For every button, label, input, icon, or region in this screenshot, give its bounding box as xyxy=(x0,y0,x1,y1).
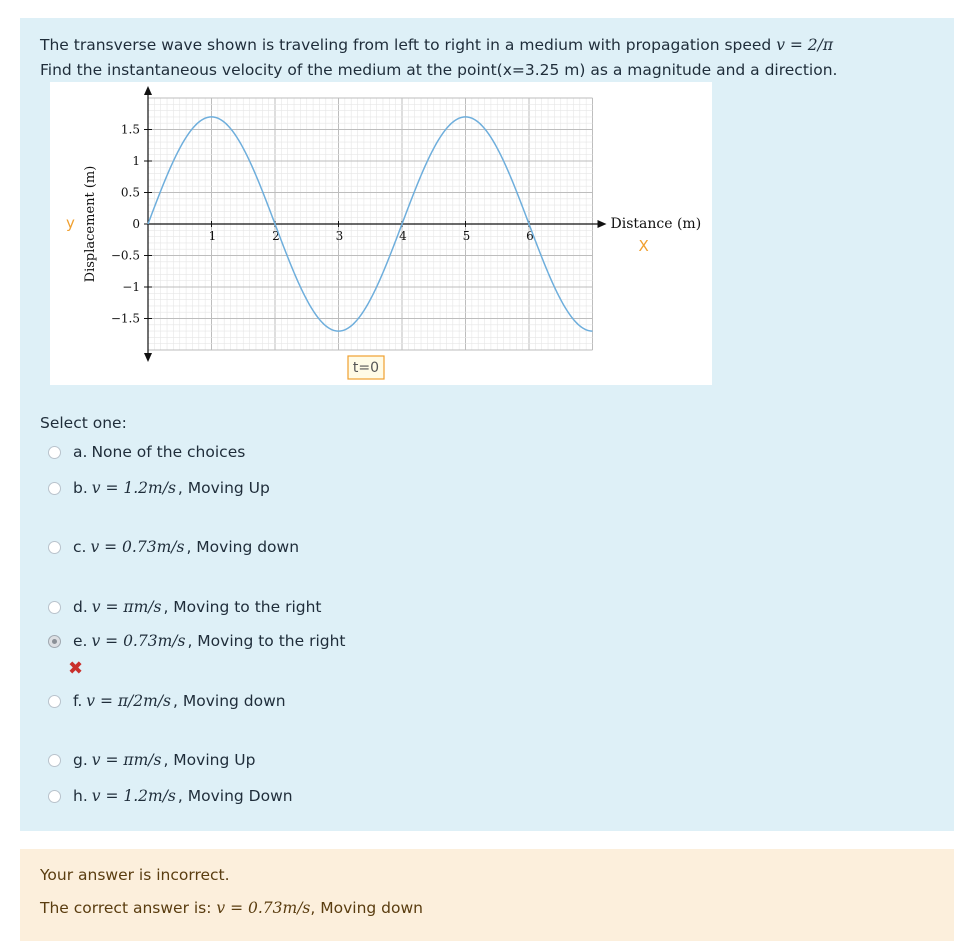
option-text: None of the choices xyxy=(91,443,246,461)
x-axis-letter: X xyxy=(638,237,649,255)
y-axis-arrow-up xyxy=(144,86,152,95)
feedback-result: Your answer is incorrect. xyxy=(40,866,230,884)
question-line-2: Find the instantaneous velocity of the medium at the point(x=3.25 m) as a magnitude and a direction. xyxy=(40,61,838,79)
radio-button[interactable] xyxy=(48,754,61,767)
option-letter: b. xyxy=(73,479,88,497)
radio-button[interactable] xyxy=(48,790,61,803)
correct-answer-math: v = 0.73m/s xyxy=(216,899,311,917)
radio-button[interactable] xyxy=(48,446,61,459)
y-axis-title: Displacement (m) xyxy=(83,165,98,283)
option-letter: e. xyxy=(73,632,88,650)
time-label: t=0 xyxy=(352,360,380,376)
y-tick-label: −1 xyxy=(122,280,140,294)
wave-chart xyxy=(50,82,712,385)
option-f[interactable] xyxy=(48,692,286,710)
option-text: , Moving Down xyxy=(177,787,293,805)
radio-button[interactable] xyxy=(48,695,61,708)
option-letter: a. xyxy=(73,443,88,461)
correct-answer-prefix: The correct answer is: xyxy=(40,899,217,917)
y-tick-label: −0.5 xyxy=(110,248,140,263)
option-text: , Moving Up xyxy=(177,479,270,497)
x-axis-arrow xyxy=(598,220,607,228)
y-tick-label: 0 xyxy=(132,217,140,231)
option-h[interactable] xyxy=(48,787,293,805)
option-b[interactable] xyxy=(48,479,270,497)
option-letter: f. xyxy=(73,692,83,710)
option-letter: c. xyxy=(73,538,87,556)
feedback-box xyxy=(20,849,954,941)
option-math: v = 1.2m/s xyxy=(91,787,176,805)
y-axis-arrow-down xyxy=(144,353,152,362)
y-tick-label: 1.5 xyxy=(120,122,140,137)
option-text: , Moving Up xyxy=(163,751,256,769)
correct-answer-suffix: , Moving down xyxy=(310,899,423,917)
radio-button[interactable] xyxy=(48,601,61,614)
option-letter: d. xyxy=(73,598,88,616)
option-letter: g. xyxy=(73,751,88,769)
wave-figure xyxy=(50,82,712,385)
speed-math: v = 2/π xyxy=(776,36,834,54)
option-math: v = 0.73m/s xyxy=(91,632,186,650)
y-tick-label: 1 xyxy=(132,154,140,168)
x-axis-title: Distance (m) xyxy=(610,216,702,232)
option-math: v = 0.73m/s xyxy=(90,538,185,556)
option-text: , Moving down xyxy=(186,538,300,556)
radio-button[interactable] xyxy=(48,482,61,495)
option-text: , Moving down xyxy=(173,692,286,710)
x-tick-label: 3 xyxy=(335,229,344,243)
feedback-correct-answer xyxy=(40,899,423,917)
x-tick-label: 2 xyxy=(272,229,280,243)
option-c[interactable] xyxy=(48,538,299,556)
incorrect-icon: ✖ xyxy=(68,658,84,679)
option-math: v = 1.2m/s xyxy=(91,479,176,497)
y-tick-label: −1.5 xyxy=(110,311,140,326)
option-text: , Moving to the right xyxy=(163,598,322,616)
option-math: v = π/2m/s xyxy=(86,692,172,710)
y-tick-label: 0.5 xyxy=(120,185,140,200)
option-d[interactable] xyxy=(48,598,322,616)
y-axis-letter: y xyxy=(66,214,75,232)
question-text xyxy=(40,33,837,83)
option-g[interactable] xyxy=(48,751,255,769)
radio-button[interactable] xyxy=(48,635,61,648)
question-line-1-text: The transverse wave shown is traveling from left to right in a medium with propagation speed xyxy=(40,36,777,54)
option-math: v = πm/s xyxy=(91,598,162,616)
option-letter: h. xyxy=(73,787,88,805)
question-line-1 xyxy=(40,33,837,58)
option-e[interactable] xyxy=(48,632,346,650)
option-a[interactable] xyxy=(48,443,245,461)
x-tick-label: 5 xyxy=(462,229,471,243)
x-tick-label: 6 xyxy=(526,229,534,243)
select-one-label: Select one: xyxy=(40,414,127,432)
radio-button[interactable] xyxy=(48,541,61,554)
question-box xyxy=(20,18,954,831)
x-tick-label: 1 xyxy=(208,229,217,243)
option-text: , Moving to the right xyxy=(187,632,346,650)
x-tick-label: 4 xyxy=(399,229,407,243)
option-math: v = πm/s xyxy=(91,751,162,769)
